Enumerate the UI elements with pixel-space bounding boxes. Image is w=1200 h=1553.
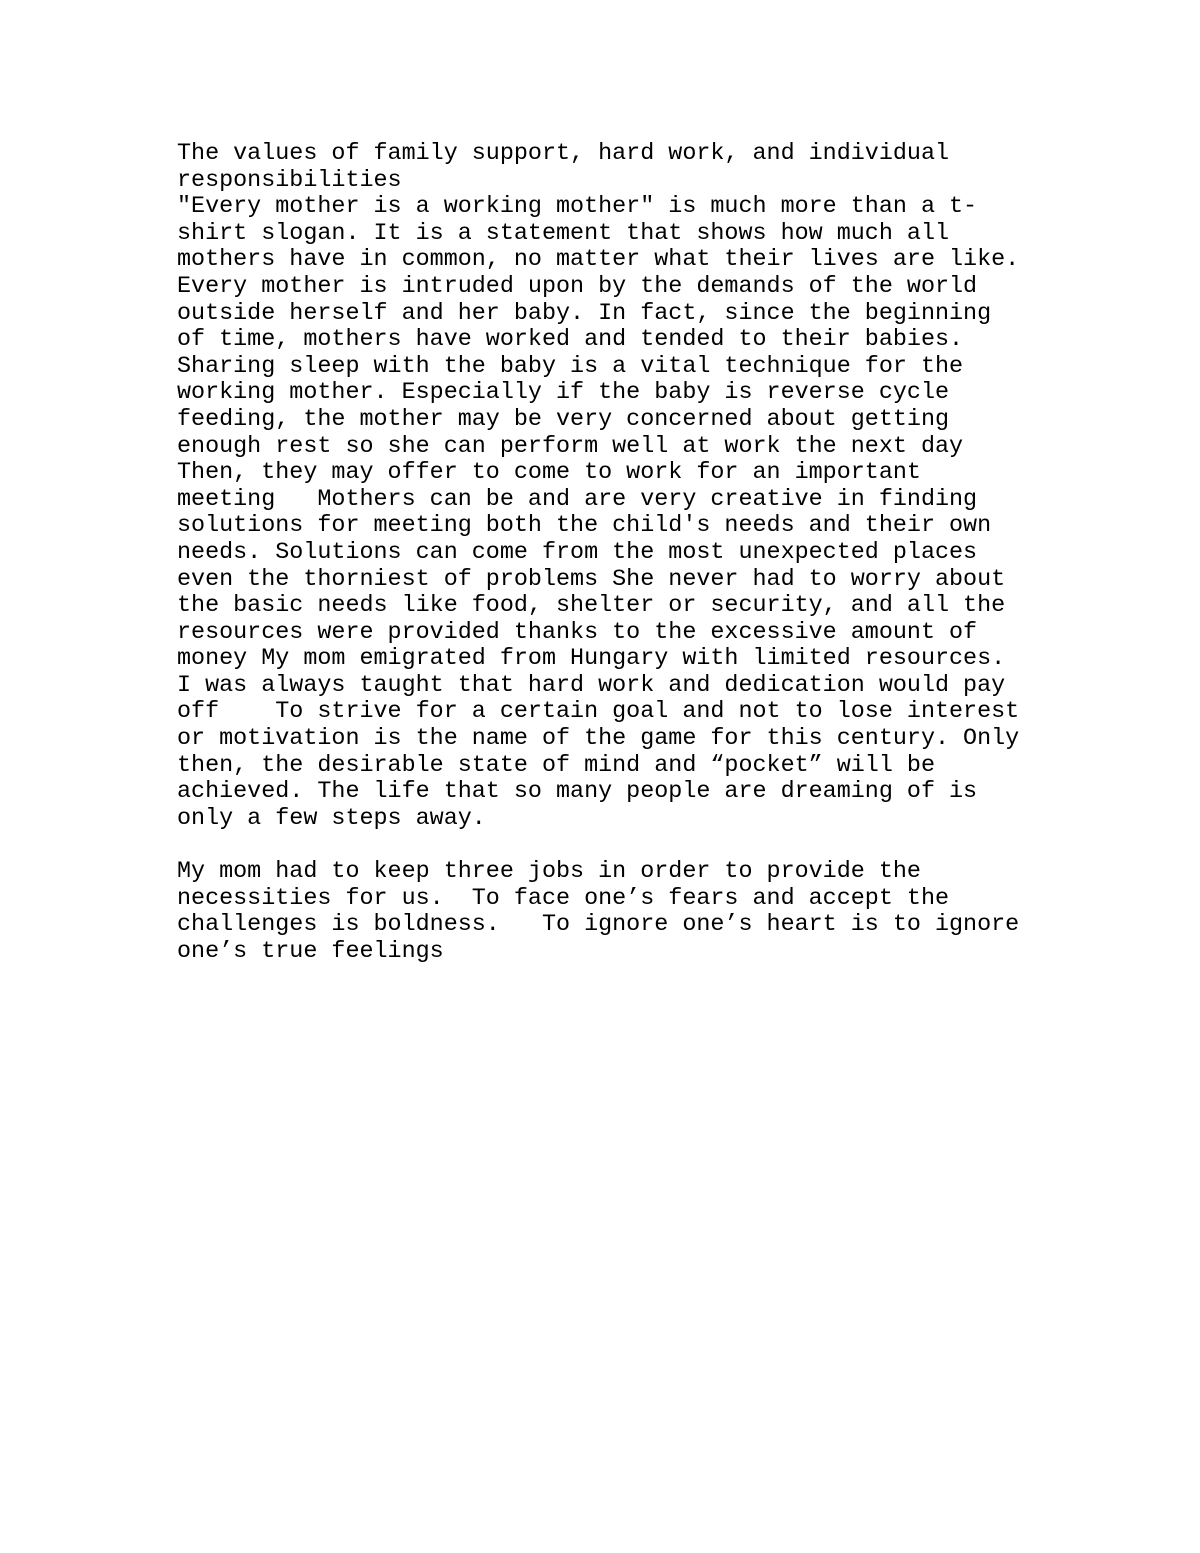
paragraph-line: feeding, the mother may be very concerned about getting: [177, 406, 950, 433]
paragraph-line: I was always taught that hard work and dedication would pay: [177, 672, 1006, 699]
paragraph-line: Then, they may offer to come to work for an important: [177, 460, 921, 487]
paragraph-line: money My mom emigrated from Hungary with limited resources.: [177, 646, 1006, 673]
paragraph-line: outside herself and her baby. In fact, since the beginning: [177, 300, 992, 327]
paragraph-line: My mom had to keep three jobs in order to provide the: [177, 859, 921, 886]
paragraph-line: necessities for us. To face one’s fears and accept the: [177, 885, 950, 912]
document-body: [177, 141, 1077, 965]
paragraph-line: achieved. The life that so many people are dreaming of is: [177, 779, 978, 806]
paragraph-line: needs. Solutions can come from the most unexpected places: [177, 539, 978, 566]
paragraph-line: resources were provided thanks to the excessive amount of: [177, 619, 978, 646]
paragraph-spacer: [177, 832, 1077, 859]
paragraph-line: solutions for meeting both the child's needs and their own: [177, 513, 992, 540]
paragraph-2: [177, 859, 1077, 965]
paragraph-line: or motivation is the name of the game for this century. Only: [177, 726, 1020, 753]
title-line: responsibilities: [177, 167, 402, 194]
paragraph-line: Sharing sleep with the baby is a vital technique for the: [177, 353, 964, 380]
paragraph-line: mothers have in common, no matter what their lives are like.: [177, 247, 1020, 274]
paragraph-line: even the thorniest of problems She never had to worry about: [177, 566, 1006, 593]
paragraph-1: [177, 194, 1077, 832]
document-title: [177, 141, 1077, 194]
paragraph-line: shirt slogan. It is a statement that shows how much all: [177, 220, 950, 247]
paragraph-line: then, the desirable state of mind and “pocket” will be: [177, 752, 935, 779]
paragraph-line: enough rest so she can perform well at work the next day: [177, 433, 964, 460]
paragraph-line: meeting Mothers can be and are very creative in finding: [177, 486, 978, 513]
title-line: The values of family support, hard work, and individual: [177, 141, 950, 167]
paragraph-line: the basic needs like food, shelter or security, and all the: [177, 593, 1006, 620]
paragraph-line: challenges is boldness. To ignore one’s heart is to ignore: [177, 912, 1020, 939]
paragraph-line: off To strive for a certain goal and not to lose interest: [177, 699, 1020, 726]
paragraph-line: working mother. Especially if the baby is reverse cycle: [177, 380, 950, 407]
paragraph-line: Every mother is intruded upon by the demands of the world: [177, 273, 978, 300]
paragraph-line: "Every mother is a working mother" is much more than a t-: [177, 194, 978, 221]
paragraph-line: only a few steps away.: [177, 805, 486, 832]
paragraph-line: one’s true feelings: [177, 938, 444, 965]
paragraph-line: of time, mothers have worked and tended to their babies.: [177, 327, 964, 354]
